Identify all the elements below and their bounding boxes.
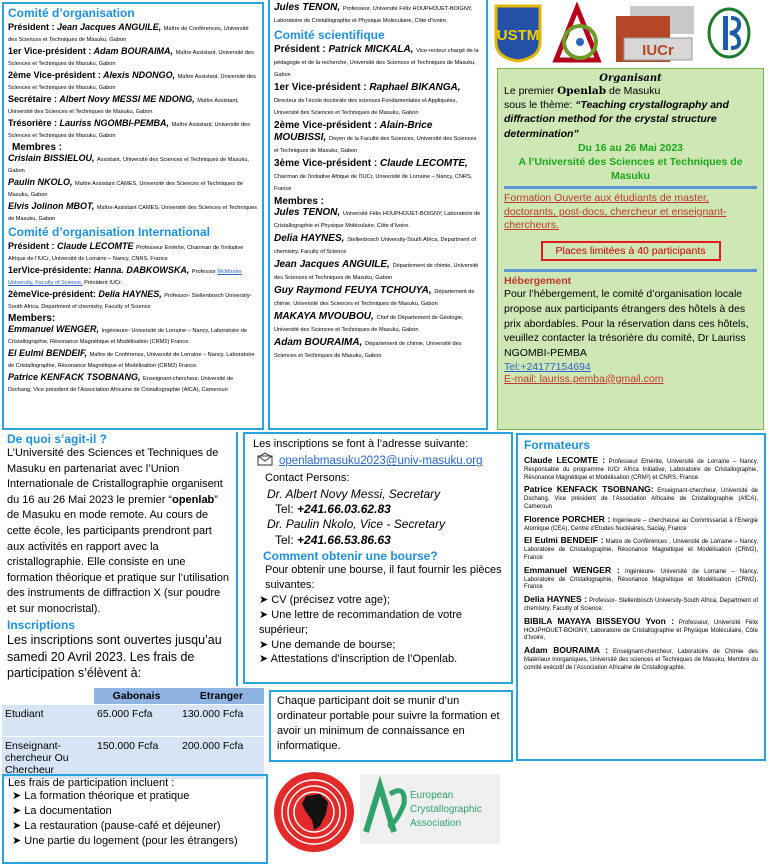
- contact-person-2: Dr. Paulin Nkolo, Vice - Secretary: [267, 517, 446, 532]
- table-header-row: [2, 688, 264, 705]
- accommodation-title: Hébergement: [504, 275, 572, 288]
- contact-person-2-phone: Tel: +241.66.53.86.63: [275, 533, 391, 548]
- registration-email-row: [253, 452, 503, 471]
- table-row: [2, 705, 264, 737]
- trainer-entry: BIBILA MAYAYA BISSEYOU Yvon : Professeur, Université Félix HOUPHOUET-BOIGNY, Laboratoire de Cristallographie et Physique Moléculaire, Côte d’Ivoire,: [524, 615, 759, 642]
- intl-members-label: Members:: [8, 312, 56, 324]
- org-member: Crislain BISSIELOU, Assistant, Université des Sciences et Techniques de Masuku, Gabon: [8, 152, 249, 174]
- limited-places-badge: Places limitées à 40 participants: [541, 241, 721, 261]
- org-member: Elvis Jolinon MBOT, Maître Assistant CAMES, Université des Sciences et Techniques de Masuku, Gabon: [8, 200, 257, 222]
- treasurer-phone-link[interactable]: Tel:+24177154694: [504, 360, 591, 373]
- trainer-entry: El Eulmi BENDEIF : Maitre de Conférences , Université de Lorraine – Nancy, Laboratoire de Cristallographie, Résonance Magnétique et Modélisation (CRM2), France: [524, 535, 759, 561]
- registration-contact-panel: [243, 432, 513, 684]
- africa-crystallography-logo: [272, 770, 356, 854]
- fees-include-list: [8, 789, 262, 848]
- org-members-label: Membres :: [12, 141, 63, 153]
- open-formation-text: Formation Ouverte aux étudiants de master, doctorants, post-docs, chercheur et enseignant-chercheurs.: [504, 192, 727, 232]
- trainer-entry: Delia HAYNES : Professor- Stellenbosch University-South Africa, Department of chemistry, Faculty of Science:: [524, 594, 759, 612]
- ecole-logo: [706, 6, 752, 60]
- event-dates: Du 16 au 26 Mai 2023: [577, 141, 684, 154]
- registration-intro: Les inscriptions se font à l’adresse suivante:: [253, 438, 469, 450]
- org-committee-title: Comité d’organisation: [8, 6, 135, 20]
- registration-text: Les inscriptions sont ouvertes jusqu’au samedi 20 Avril 2023. Les frais de participation s’élèvent à:: [7, 632, 222, 681]
- treasurer-email-link[interactable]: E-mail: lauriss.pemba@gmail.com: [504, 372, 664, 385]
- about-title: De quoi s’agit-il ?: [7, 432, 108, 446]
- trainer-entry: Florence PORCHER : Ingénieure – chercheuse au Commissariat à l’Energie Atomique (CEA), Centre d’Etudes Nucléaires, Saclay, France: [524, 513, 758, 532]
- scientific-committee-panel: [268, 0, 488, 430]
- table-cell: 65.000 Fcfa: [94, 705, 179, 737]
- svg-text:USTM: USTM: [496, 27, 540, 44]
- scholarship-intro: Pour obtenir une bourse, il faut fournir les pièces suivantes:: [265, 564, 502, 592]
- table-row: [2, 737, 264, 780]
- sci-member: Guy Raymond FEUYA TCHOUYA, Département de chimie, Université des Sciences et Techniques de Masuku, Gabon: [274, 285, 475, 307]
- org-vp1: 1er Vice-président : Adam BOURAIMA, Maître Assistant, Université des Sciences et Techniques de Masuku, Gabon: [8, 45, 254, 67]
- organisation-committee-panel: [2, 2, 264, 430]
- registration-email-link[interactable]: openlabmasuku2023@univ-masuku.org: [279, 455, 483, 468]
- fees-include-title: Les frais de participation incluent :: [8, 777, 175, 789]
- trainer-entry: Adam BOURAIMA : Enseignant-chercheur, Laboratoire de Chimie des Matériaux inorganiques, Université des sciences et Techniques de Masuku, Membre du comité exécutif de l’Association Africaine de Cristallographie.: [524, 645, 758, 671]
- list-item: ➤ Une demande de bourse;: [259, 638, 503, 653]
- intl-vp1: 1erVice-présidente: Hanna. DABKOWSKA, Professor McMaster University, Faculty of Science, Président IUCr.: [8, 264, 242, 286]
- organiser-title: Organisant: [599, 73, 662, 84]
- trainers-title: Formateurs: [524, 438, 591, 452]
- svg-text:Crystallographic: Crystallographic: [410, 804, 482, 815]
- list-item: ➤ La documentation: [12, 804, 262, 819]
- sci-member: Adam BOURAIMA, Département de chimie, Université des Sciences et Techniques de Masuku, Gabon: [274, 337, 462, 359]
- trainer-entry: Emmanuel WENGER : Ingénieure- Université de Lorraine – Nancy, Laboratoire de Cristallographie, Résonance Magnétique et Modélisation (CRM2), France: [524, 564, 758, 591]
- event-announcement-panel: [497, 68, 764, 430]
- intl-committee-title: Comité d’organisation International: [8, 224, 211, 239]
- org-vp2: 2ème Vice-président : Alexis NDONGO, Maître Assistant, Université des Sciences et Techniques de Masuku, Gabon: [8, 69, 256, 91]
- registration-title: Inscriptions: [7, 617, 76, 632]
- intl-vp2: 2èmeVice-président: Delia HAYNES, Professor- Stellenbosch University-South Africa, Department of chemistry, Faculty of Science: [8, 288, 252, 310]
- ustm-logo: [492, 4, 544, 62]
- divider: [504, 186, 757, 189]
- list-item: ➤ Une lettre de recommandation de votre supérieur;: [259, 608, 503, 638]
- fees-table: [2, 688, 264, 779]
- scholarship-requirements-list: [253, 593, 503, 667]
- sci-president: Président : Patrick MICKALA, Vice-recteur chargé de la pédagogie et de la recherche, Université des Sciences et Techniques de Masuku, Gabon: [274, 44, 479, 78]
- iucr-logo: [610, 4, 698, 64]
- list-item: ➤ Une partie du logement (pour les étrangers): [12, 834, 262, 849]
- afca-logo: [550, 4, 605, 64]
- sci-members-label: Membres :: [274, 196, 325, 207]
- svg-text:European: European: [410, 790, 454, 801]
- sci-vp1: 1er Vice-président : Raphael BIKANGA, Directeur de l’école doctorale des sciences Fondamentales et Appliquées, Université des Sciences et Techniques de Masuku, Gabon: [274, 82, 461, 116]
- trainer-entry: Claude LECOMTE : Professeur Emérite, Université de Lorraine – Nancy, Responsable du programme IUCr Africa Initiative, Laboratoire de Cristallographie, Résonance Magnétique et Modélisation (CRM²) et CNRS, France: [524, 455, 758, 481]
- org-president: Président : Jean Jacques ANGUILE, Maître de Conférences, Université des Sciences et Techniques de Masuku, Gabon: [8, 22, 249, 43]
- column-header: Gabonais: [94, 688, 179, 705]
- contact-persons-label: Contact Persons:: [265, 471, 350, 484]
- contact-person-1: Dr. Albert Novy Messi, Secretary: [267, 486, 441, 501]
- contact-person-1-phone: Tel: +241.66.03.62.83: [275, 502, 391, 517]
- list-item: ➤ CV (précisez votre age);: [259, 593, 503, 608]
- event-theme: “Teaching crystallography and diffraction method for the crystal structure determination”: [504, 99, 729, 140]
- table-cell: Etudiant: [2, 705, 94, 737]
- sci-vp3: 3ème Vice-président : Claude LECOMTE, Chairman de l’initiative Afrique de l’IUCr, Université de Lorraine – Nancy, CNRS, France: [274, 158, 473, 192]
- sci-member: Delia HAYNES, Stellenbosch University-South Africa, Department of chemistry, Faculty of Science: [274, 233, 476, 255]
- sci-top-entry: Jules TENON, Professeur, Université Félix HOUPHOUET-BOIGNY, Laboratoire de Cristallographie et Physique Moléculaire, Côte d’Ivoire.: [274, 2, 473, 24]
- sci-member: Jules TENON, Université Félix HOUPHOUET-BOIGNY, Laboratoire de Cristallographie et Physique Moléculaire, Côte d’Ivoire.: [274, 207, 481, 229]
- org-secretary: Secrétaire : Albert Novy MESSI ME NDONG, Maître Assistant, Université des Sciences et Techniques de Masuku, Gabon: [8, 93, 239, 115]
- laptop-notice: Chaque participant doit se munir d’un ordinateur portable pour suivre la formation et avoir un minimum de connaissance en informatique.: [269, 690, 513, 762]
- organiser-intro: Le premier Openlab de Masuku sous le thème: “Teaching crystallography and diffraction method for the crystal structure determination”: [504, 85, 729, 140]
- list-item: ➤ Attestations d’inscription de l’Openlab.: [259, 652, 503, 667]
- fees-include-panel: [2, 774, 268, 864]
- about-text: L’Université des Sciences et Techniques de Masuku en partenariat avec l’Union Internationale de Cristallographie organisent du 16 au 26 Mai 2023 le premier “openlab” de Masuku en mode remote. Au cours de cette école, les participants prendront part aux activités en rapport avec la cristallographie. Elle consiste en une formation théorique et pratique sur l’utilisation des instruments de diffraction X (sur poudre et sur monocristal).: [7, 447, 229, 616]
- sci-committee-title: Comité scientifique: [274, 28, 385, 42]
- table-cell: Enseignant-chercheur Ou Chercheur: [2, 737, 94, 780]
- sci-vp2: 2ème Vice-président : Alain-Brice MOUBISSI, Doyen de la Faculté des Sciences, Université des Sciences et Techniques de Masuku, Gabon: [274, 120, 477, 154]
- list-item: ➤ La formation théorique et pratique: [12, 789, 262, 804]
- table-cell: 130.000 Fcfa: [179, 705, 264, 737]
- table-cell: 150.000 Fcfa: [94, 737, 179, 780]
- sci-member: Jean Jacques ANGUILE, Département de chimie, Université des Sciences et Techniques de Masuku, Gabon: [274, 259, 479, 281]
- intl-president: Président : Claude LECOMTE Professeur Emérite, Chairman de l’initiative Afrique de l’IUCr, Université de Lorraine – Nancy, CNRS, France: [8, 240, 244, 262]
- org-member: Paulin NKOLO, Maître Assistant CAMES, Université des Sciences et Techniques de Masuku, Gabon: [8, 176, 243, 198]
- org-treasurer: Trésorière : Lauriss NGOMBI-PEMBA, Maître Assistant, Université des Sciences et Techniques de Masuku, Gabon: [8, 117, 250, 139]
- intl-member: Patrice KENFACK TSOBNANG, Enseignant-chercheur, Université de Dschang, Vice président de l’Association Africaine de Cristallographie (AfCA), Cameroun: [8, 371, 234, 393]
- eca-logo: [360, 774, 500, 844]
- column-header: Etranger: [179, 688, 264, 705]
- svg-text:IUCr: IUCr: [642, 42, 674, 59]
- svg-text:Association: Association: [410, 818, 462, 829]
- list-item: ➤ La restauration (pause-café et déjeuner): [12, 819, 262, 834]
- envelope-icon: [257, 452, 273, 471]
- divider: [504, 269, 757, 272]
- event-place: A l’Université des Sciences et Techniques de Masuku: [518, 155, 743, 183]
- about-panel: [2, 432, 238, 686]
- scholarship-title: Comment obtenir une bourse?: [263, 549, 438, 564]
- mcmaster-link[interactable]: McMaster University, Faculty of Science,: [8, 268, 242, 286]
- trainer-entry: Patrice KENFACK TSOBNANG: Enseignant-chercheur, Université de Dschang, Vice président de l’Association Africaine de Cristallographie (AfCA), Cameroun: [524, 484, 758, 510]
- intl-member: Emmanuel WENGER, Ingénieure- Université de Lorraine – Nancy, Laboratoire de Cristallographie, Résonance Magnétique et Modélisation (CRM2) France.: [8, 323, 247, 345]
- sci-member: MAKAYA MVOUBOU, Chef de Département de Géologie, Université des Sciences et Techniques de Masuku, Gabon: [274, 311, 464, 333]
- table-cell: 200.000 Fcfa: [179, 737, 264, 780]
- trainers-panel: [516, 433, 766, 761]
- fees-table-container: [2, 688, 264, 776]
- intl-member: El Eulmi BENDEIF, Maître de Conférence, Université de Lorraine – Nancy, Laboratoire de Cristallographie, Résonance Magnétique et Modélisation (CRM2) France.: [8, 347, 255, 369]
- accommodation-text: Pour l’hébergement, le comité d’organisation locale propose aux participants étrangers des hôtels à des prix abordables. Pour la réservation dans ces hôtels, veuillez contacter la trésorière du comité, Dr Lauriss NGOMBI-PEMBA: [504, 288, 749, 359]
